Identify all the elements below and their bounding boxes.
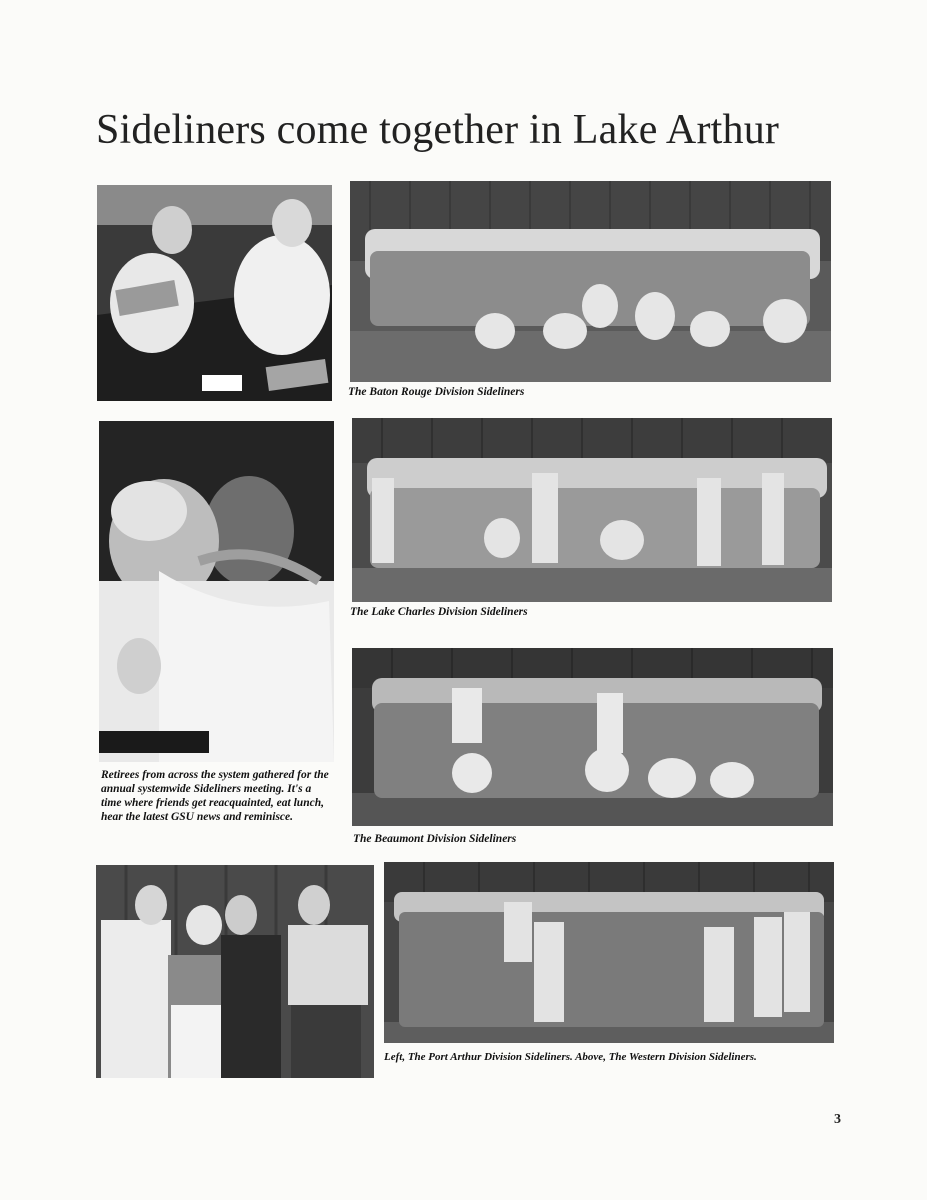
caption-lake-charles: The Lake Charles Division Sideliners bbox=[350, 606, 528, 618]
caption-beaumont: The Beaumont Division Sideliners bbox=[353, 833, 517, 845]
photo-beaumont-group bbox=[352, 648, 833, 826]
caption-retirees: Retirees from across the system gathered for the annual systemwide Sideliners meeting. It's a time where friends get reacquainted, eat lunch, hear the latest GSU news and reminisce. bbox=[101, 769, 329, 823]
photo-baton-rouge-group bbox=[350, 181, 831, 382]
page-title: Sideliners come together in Lake Arthur bbox=[96, 107, 780, 153]
photo-lake-charles-group bbox=[352, 418, 832, 602]
page-number: 3 bbox=[834, 1112, 841, 1127]
caption-baton-rouge: The Baton Rouge Division Sideliners bbox=[348, 386, 525, 398]
caption-port-arthur-western: Left, The Port Arthur Division Sideliners. Above, The Western Division Sideliners. bbox=[384, 1051, 757, 1063]
photo-port-arthur-group bbox=[96, 865, 374, 1078]
photo-retirees-hugging bbox=[99, 421, 334, 762]
photo-retirees-at-table bbox=[97, 185, 332, 401]
photo-western-group bbox=[384, 862, 834, 1043]
